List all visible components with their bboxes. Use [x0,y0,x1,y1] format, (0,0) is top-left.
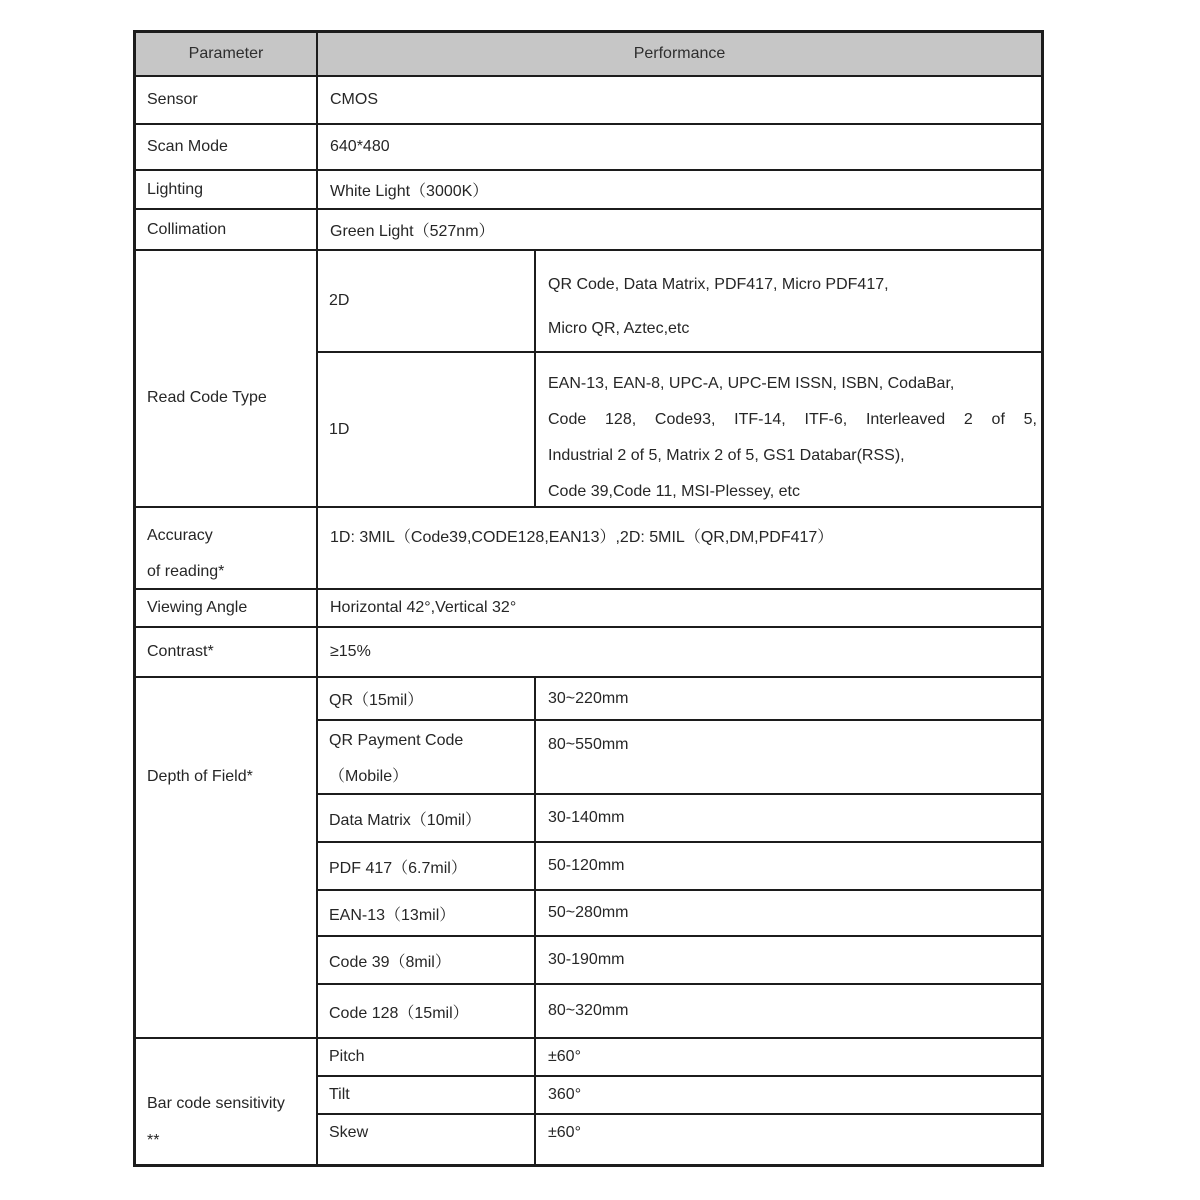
row-contrast [136,628,1041,678]
subparam-cell-code39: Code 39（8mil） [318,937,536,985]
sensitivity-subtable [318,1039,1041,1164]
value-cell-contrast: ≥15% [318,628,1041,678]
value-cell-viewing-angle: Horizontal 42°,Vertical 32° [318,590,1041,628]
subparam-line: （Mobile） [329,768,409,785]
value-cell-qr-payment: 80~550mm [536,721,1041,795]
value-cell-data-matrix: 30-140mm [536,795,1041,843]
subparam-cell-tilt: Tilt [318,1077,536,1115]
param-cell-collimation: Collimation [136,210,318,251]
subrow-data-matrix [318,795,1041,843]
value-cell-skew: ±60° [548,1124,581,1141]
subrow-pdf417 [318,843,1041,891]
spec-table [133,30,1044,1167]
param-cell-read-code-type: Read Code Type [136,251,318,508]
value-cell-scan-mode: 640*480 [318,125,1041,171]
subparam-cell-pitch: Pitch [318,1039,536,1077]
param-cell-sensitivity [136,1039,318,1164]
value-cell-lighting: White Light（3000K） [318,171,1041,210]
row-sensor [136,77,1041,125]
value-cell-code128: 80~320mm [536,985,1041,1039]
param-line: Bar code sensitivity [147,1095,285,1112]
subrow-tilt [318,1077,1041,1115]
header-cell-performance: Performance [318,33,1041,77]
subrow-code39 [318,937,1041,985]
value-line: Micro QR, Aztec,etc [548,320,690,337]
param-line: of reading* [147,563,225,580]
value-cell-ean13: 50~280mm [536,891,1041,937]
subparam-cell-ean13: EAN-13（13mil） [318,891,536,937]
param-cell-accuracy [136,508,318,590]
value-cell-sensor: CMOS [318,77,1041,125]
value-line: QR Code, Data Matrix, PDF417, Micro PDF417, [548,276,889,293]
table-header-row [136,33,1041,77]
value-cell-collimation: Green Light（527nm） [318,210,1041,251]
spec-sheet [133,30,1044,1167]
value-cell-pitch: ±60° [536,1039,1041,1077]
subparam-cell-pdf417: PDF 417（6.7mil） [318,843,536,891]
row-read-code-type [136,251,1041,508]
subparam-cell-qr: QR（15mil） [318,678,536,721]
depth-of-field-subtable [318,678,1041,1039]
subparam-cell-data-matrix: Data Matrix（10mil） [318,795,536,843]
value-cell-1d [536,353,1041,508]
value-cell-code39: 30-190mm [536,937,1041,985]
subparam-cell-1d: 1D [318,353,536,508]
subparam-cell-code128: Code 128（15mil） [318,985,536,1039]
row-accuracy [136,508,1041,590]
read-code-type-subtable [318,251,1041,508]
value-line: Code 128, Code93, ITF-14, ITF-6, Interleaved 2 of 5, [548,411,1037,428]
header-cell-parameter: Parameter [136,33,318,77]
value-line: EAN-13, EAN-8, UPC-A, UPC-EM ISSN, ISBN, CodaBar, [548,375,955,392]
row-sensitivity [136,1039,1041,1164]
row-depth-of-field [136,678,1041,1039]
row-scan-mode [136,125,1041,171]
param-cell-viewing-angle: Viewing Angle [136,590,318,628]
subrow-skew [318,1115,1041,1164]
subrow-pitch [318,1039,1041,1077]
value-line: Industrial 2 of 5, Matrix 2 of 5, GS1 Databar(RSS), [548,447,905,464]
subrow-1d [318,353,1041,508]
value-cell-2d [536,251,1041,353]
param-cell-scan-mode: Scan Mode [136,125,318,171]
subrow-ean13 [318,891,1041,937]
param-cell-lighting: Lighting [136,171,318,210]
param-cell-contrast: Contrast* [136,628,318,678]
row-collimation [136,210,1041,251]
param-line: ** [147,1132,160,1149]
subparam-line: QR Payment Code [329,732,464,749]
param-line: Accuracy [147,527,213,544]
subrow-2d [318,251,1041,353]
value-line: Code 39,Code 11, MSI-Plessey, etc [548,483,800,500]
value-cell-qr: 30~220mm [536,678,1041,721]
subrow-qr-payment [318,721,1041,795]
value-cell-tilt: 360° [536,1077,1041,1115]
param-cell-sensor: Sensor [136,77,318,125]
value-cell-pdf417: 50-120mm [536,843,1041,891]
row-viewing-angle [136,590,1041,628]
subparam-cell-2d: 2D [318,251,536,353]
row-lighting [136,171,1041,210]
subparam-cell-skew: Skew [318,1115,536,1164]
value-cell-accuracy: 1D: 3MIL（Code39,CODE128,EAN13）,2D: 5MIL（QR,DM,PDF417） [318,508,1041,590]
subrow-code128 [318,985,1041,1039]
subrow-qr [318,678,1041,721]
param-cell-depth-of-field: Depth of Field* [136,678,318,1039]
subparam-cell-qr-payment [318,721,536,795]
